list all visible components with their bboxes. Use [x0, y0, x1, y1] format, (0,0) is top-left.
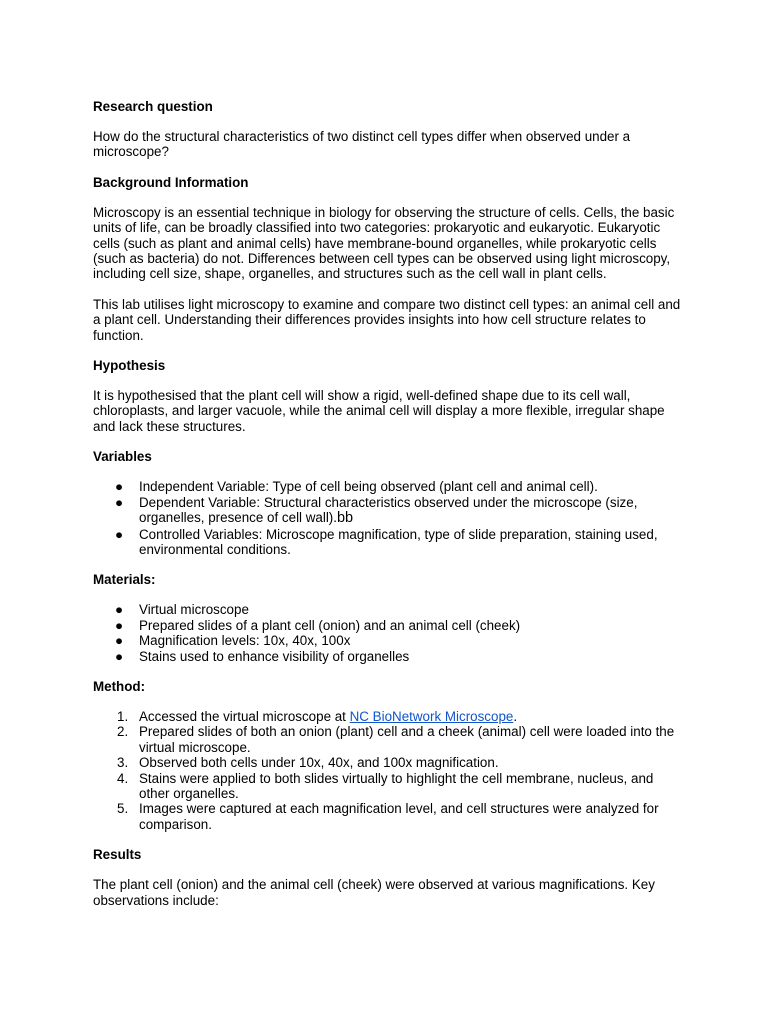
variable-controlled: Controlled Variables: Microscope magnification, type of slide preparation, staining used, environmental conditions. [139, 526, 658, 557]
document-page [93, 99, 683, 908]
variable-independent: Independent Variable: Type of cell being observed (plant cell and animal cell). [139, 479, 598, 495]
research-question-heading: Research question [93, 99, 213, 114]
bullet-icon: ● [115, 602, 124, 618]
list-item [93, 602, 683, 617]
bullet-icon: ● [115, 648, 124, 664]
step-number: 1. [117, 708, 129, 724]
step-text: Observed both cells under 10x, 40x, and 100x magnification. [139, 755, 499, 771]
bullet-icon: ● [115, 633, 124, 649]
list-item [93, 771, 683, 802]
list-item [93, 649, 683, 664]
list-item [93, 709, 683, 724]
method-heading: Method: [93, 678, 146, 694]
list-item [93, 479, 683, 494]
list-item [93, 618, 683, 633]
research-question-text: How do the structural characteristics of two distinct cell types differ when observed under a microscope? [93, 129, 631, 160]
results-text: The plant cell (onion) and the animal cell (cheek) were observed at various magnifications. Key observations include: [93, 877, 655, 908]
list-item [93, 724, 683, 755]
step-1-prefix: Accessed the virtual microscope at [139, 708, 350, 724]
variable-dependent: Dependent Variable: Structural characteristics observed under the microscope (size, organelles, presence of cell wall). [139, 494, 638, 526]
bullet-icon: ● [115, 526, 124, 542]
material-item: Magnification levels: 10x, 40x, 100x [139, 633, 351, 649]
list-item [93, 633, 683, 648]
background-paragraph-1: Microscopy is an essential technique in biology for observing the structure of cells. Cells, the basic units of life, can be broadly classified into two categories: prokaryotic and eukaryotic. Eukaryotic cells (such as plant and animal cells) have membrane-bound organelles, while prokaryotic cells (such as bacteria) do not. Differences between cell types can be observed using light microscopy, including cell size, shape, organelles, and structures such as the cell wall in plant cells. [93, 204, 675, 282]
list-item [93, 801, 683, 832]
bullet-icon: ● [115, 494, 124, 510]
list-item [93, 527, 683, 558]
hypothesis-heading: Hypothesis [93, 358, 166, 374]
materials-heading: Materials: [93, 572, 156, 588]
step-number: 5. [117, 801, 129, 817]
background-paragraph-2: This lab utilises light microscopy to examine and compare two distinct cell types: an animal cell and a plant cell. Understanding their differences provides insights into how cell structure relates to function. [93, 296, 681, 343]
variable-dependent-suffix: bb [336, 510, 354, 527]
hypothesis-text: It is hypothesised that the plant cell will show a rigid, well-defined shape due to its cell wall, chloroplasts, and larger vacuole, while the animal cell will display a more flexible, irregular shape and lack these structures. [93, 388, 665, 434]
background-heading: Background Information [93, 174, 249, 190]
step-1-suffix: . [513, 708, 518, 724]
step-text: Images were captured at each magnification level, and cell structures were analyzed for comparison. [139, 801, 659, 832]
variables-heading: Variables [93, 449, 152, 465]
bullet-icon: ● [115, 617, 124, 633]
variables-list [93, 479, 683, 557]
bullet-icon: ● [115, 479, 124, 495]
step-text: Stains were applied to both slides virtually to highlight the cell membrane, nucleus, and other organelles. [139, 770, 654, 801]
list-item [93, 755, 683, 770]
step-number: 2. [117, 724, 129, 740]
step-text: Prepared slides of both an onion (plant) cell and a cheek (animal) cell were loaded into the virtual microscope. [139, 724, 675, 755]
method-steps [93, 709, 683, 832]
nc-bionetwork-link[interactable]: NC BioNetwork Microscope [349, 708, 514, 724]
step-number: 3. [117, 755, 129, 771]
step-number: 4. [117, 770, 129, 786]
results-heading: Results [93, 847, 142, 863]
list-item [93, 495, 683, 527]
material-item: Virtual microscope [139, 602, 249, 618]
material-item: Prepared slides of a plant cell (onion) and an animal cell (cheek) [139, 617, 521, 633]
materials-list [93, 602, 683, 664]
material-item: Stains used to enhance visibility of organelles [139, 648, 410, 664]
